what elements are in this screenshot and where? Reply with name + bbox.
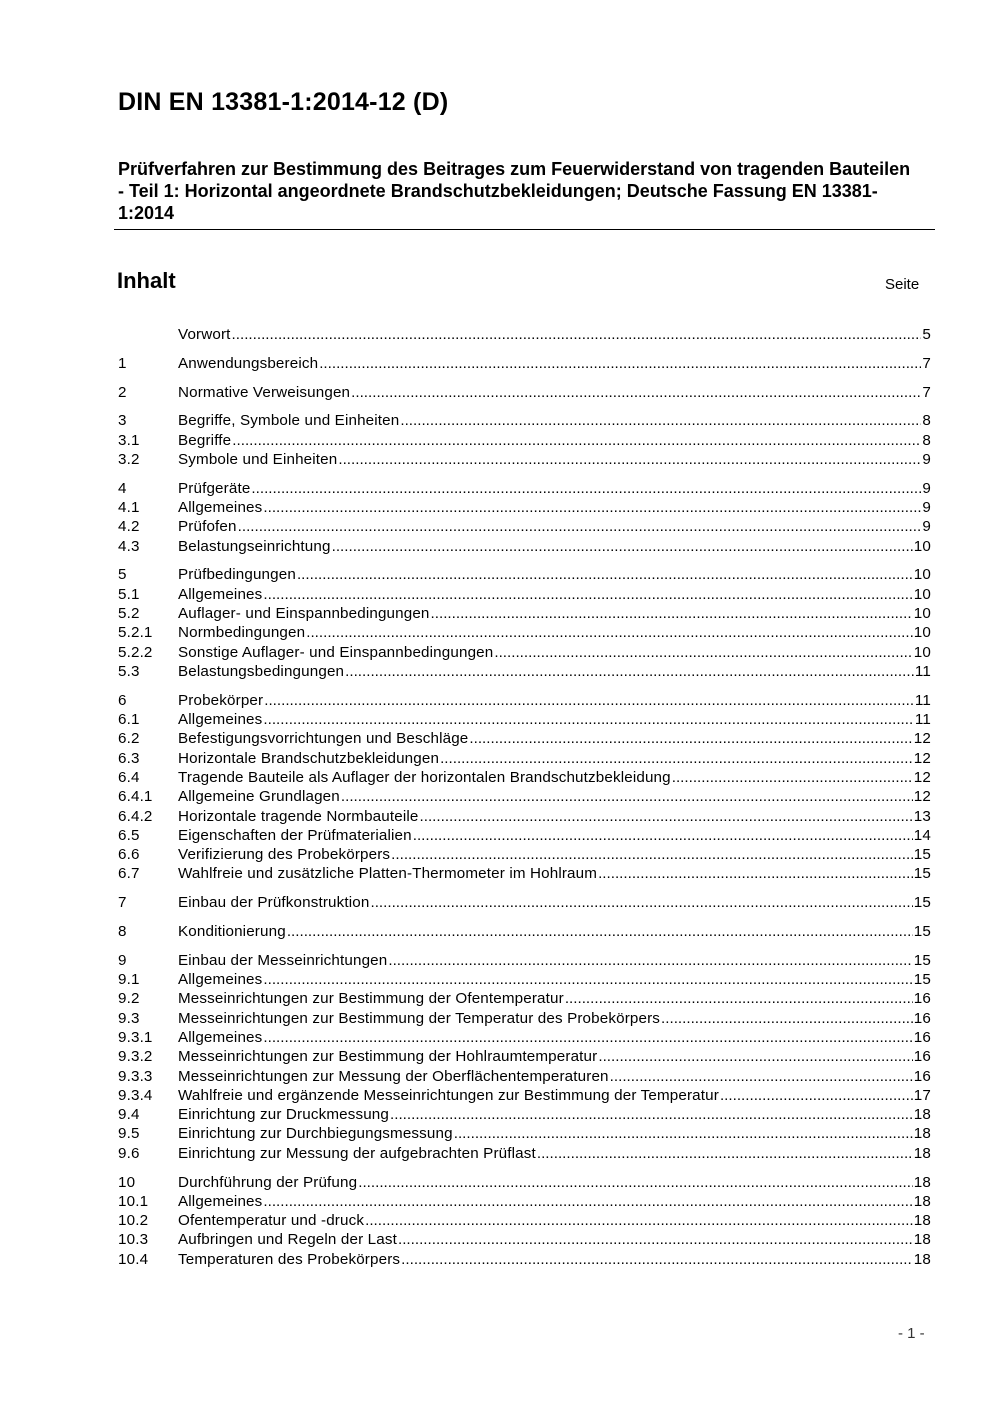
toc-dot-leader xyxy=(400,411,921,430)
toc-entry-title: Belastungsbedingungen xyxy=(178,662,345,680)
toc-entry-title: Messeinrichtungen zur Messung der Oberflächentemperaturen xyxy=(178,1067,609,1085)
toc-entry-number: 5 xyxy=(118,566,127,584)
toc-dot-leader xyxy=(440,749,913,768)
toc-entry-number: 9.4 xyxy=(118,1106,140,1124)
toc-entry-title: Vorwort xyxy=(178,326,231,343)
toc-dot-leader xyxy=(388,951,912,970)
toc-entry-number: 9.3 xyxy=(118,1009,140,1027)
toc-dot-leader xyxy=(391,845,913,864)
toc-dot-leader xyxy=(598,1047,912,1066)
toc-dot-leader xyxy=(537,1144,913,1163)
toc-entry-page: 9 xyxy=(922,499,931,517)
toc-entry-number: 6.3 xyxy=(118,749,140,767)
toc-entry-title: Temperaturen des Probekörpers xyxy=(178,1250,401,1268)
toc-entry-number: 10.4 xyxy=(118,1250,149,1268)
toc-dot-leader xyxy=(398,1230,913,1249)
toc-entry-title: Durchführung der Prüfung xyxy=(178,1173,358,1191)
page-number-footer: - 1 - xyxy=(898,1325,925,1342)
page-column-label: Seite xyxy=(885,276,920,293)
toc-entry-number: 6.4.2 xyxy=(118,807,153,825)
toc-entry-page: 15 xyxy=(913,923,931,941)
toc-entry[interactable] xyxy=(118,643,931,662)
toc-entry-page: 18 xyxy=(913,1212,931,1230)
toc-entry[interactable] xyxy=(118,565,931,584)
toc-dot-leader xyxy=(341,787,913,806)
toc-dot-leader xyxy=(454,1124,913,1143)
toc-entry-title: Normative Verweisungen xyxy=(178,383,351,401)
toc-entry-page: 16 xyxy=(913,1067,931,1085)
toc-entry[interactable] xyxy=(118,383,931,402)
toc-entry-title: Tragende Bauteile als Auflager der horizontalen Brandschutzbekleidung xyxy=(178,768,671,786)
toc-entry-number: 9.3.2 xyxy=(118,1048,153,1066)
toc-entry-page: 16 xyxy=(913,1009,931,1027)
toc-entry-number: 10.2 xyxy=(118,1212,149,1230)
toc-entry-number: 6.1 xyxy=(118,711,140,729)
toc-entry-page: 12 xyxy=(913,768,931,786)
toc-entry-number: 3.1 xyxy=(118,431,140,449)
toc-entry[interactable] xyxy=(118,864,931,883)
toc-entry-title: Belastungseinrichtung xyxy=(178,537,331,555)
toc-entry[interactable] xyxy=(118,710,931,729)
toc-dot-leader xyxy=(264,691,914,710)
toc-entry-page: 7 xyxy=(922,354,931,372)
toc-entry-number: 6.5 xyxy=(118,826,140,844)
toc-entry-number: 10 xyxy=(118,1173,136,1191)
toc-entry-page: 18 xyxy=(913,1125,931,1143)
toc-entry-page: 17 xyxy=(913,1086,931,1104)
toc-entry-page: 10 xyxy=(913,537,931,555)
toc-dot-leader xyxy=(306,623,913,642)
toc-entry-title: Prüfgeräte xyxy=(178,479,251,497)
toc-entry-title: Wahlfreie und zusätzliche Platten-Thermometer im Hohlraum xyxy=(178,865,598,883)
toc-entry-number: 9.3.3 xyxy=(118,1067,153,1085)
toc-entry-page: 18 xyxy=(913,1106,931,1124)
toc-entry-title: Allgemeines xyxy=(178,711,263,729)
toc-entry-page: 15 xyxy=(913,894,931,912)
toc-entry-page: 10 xyxy=(913,585,931,603)
toc-entry-title: Messeinrichtungen zur Bestimmung der Hohlraumtemperatur xyxy=(178,1048,598,1066)
toc-entry-title: Horizontale tragende Normbauteile xyxy=(178,807,419,825)
toc-entry-page: 18 xyxy=(913,1173,931,1191)
toc-entry-number: 6.2 xyxy=(118,730,140,748)
toc-entry-page: 12 xyxy=(913,749,931,767)
toc-dot-leader xyxy=(251,479,921,498)
toc-entry[interactable] xyxy=(118,1028,931,1047)
toc-entry-number: 9.3.4 xyxy=(118,1086,153,1104)
toc-entry-title: Prüfofen xyxy=(178,518,237,536)
toc-entry-title: Aufbringen und Regeln der Last xyxy=(178,1231,397,1249)
toc-entry[interactable] xyxy=(118,604,931,623)
toc-entry-title: Wahlfreie und ergänzende Messeinrichtungen zur Bestimmung der Temperatur xyxy=(178,1086,719,1104)
toc-dot-leader xyxy=(287,922,913,941)
toc-dot-leader xyxy=(263,1192,912,1211)
toc-entry-number: 4.1 xyxy=(118,499,140,517)
toc-dot-leader xyxy=(345,662,914,681)
toc-entry-page: 11 xyxy=(914,662,931,680)
toc-entry-title: Befestigungsvorrichtungen und Beschläge xyxy=(178,730,469,748)
toc-entry[interactable] xyxy=(118,1230,931,1249)
toc-entry[interactable] xyxy=(118,623,931,642)
toc-entry-title: Einrichtung zur Durchbiegungsmessung xyxy=(178,1125,453,1143)
toc-entry-title: Anwendungsbereich xyxy=(178,354,319,372)
toc-entry-page: 8 xyxy=(922,431,931,449)
toc-entry-title: Allgemeines xyxy=(178,499,263,517)
toc-entry-page: 18 xyxy=(913,1231,931,1249)
toc-entry-page: 10 xyxy=(913,566,931,584)
toc-entry-page: 8 xyxy=(922,412,931,430)
toc-entry-page: 12 xyxy=(913,788,931,806)
toc-entry-page: 18 xyxy=(913,1192,931,1210)
toc-entry[interactable] xyxy=(118,517,931,536)
toc-entry-number: 4 xyxy=(118,479,127,497)
toc-entry-number: 8 xyxy=(118,923,127,941)
toc-entry-number: 7 xyxy=(118,894,127,912)
toc-entry-page: 16 xyxy=(913,1048,931,1066)
toc-entry-page: 13 xyxy=(913,807,931,825)
toc-entry[interactable] xyxy=(118,354,931,373)
toc-dot-leader xyxy=(263,710,914,729)
toc-dot-leader xyxy=(232,431,921,450)
toc-entry-title: Einbau der Messeinrichtungen xyxy=(178,951,388,969)
toc-entry-page: 12 xyxy=(913,730,931,748)
toc-entry-number: 9.1 xyxy=(118,971,140,989)
toc-entry-page: 16 xyxy=(913,1029,931,1046)
toc-dot-leader xyxy=(263,498,921,517)
toc-entry[interactable] xyxy=(118,826,931,845)
toc-entry-page: 15 xyxy=(913,971,931,989)
toc-dot-leader xyxy=(565,989,913,1008)
toc-entry-number: 9.3.1 xyxy=(118,1029,153,1046)
toc-dot-leader xyxy=(338,450,921,469)
toc-dot-leader xyxy=(263,970,912,989)
toc-entry-page: 15 xyxy=(913,951,931,969)
toc-entry-title: Eigenschaften der Prüfmaterialien xyxy=(178,826,412,844)
toc-entry[interactable] xyxy=(118,1047,931,1066)
toc-entry-title: Konditionierung xyxy=(178,923,286,941)
toc-entry[interactable] xyxy=(118,893,931,912)
toc-dot-leader xyxy=(420,807,913,826)
toc-entry-number: 3.2 xyxy=(118,450,140,468)
toc-entry[interactable] xyxy=(118,1211,931,1230)
toc-entry-page: 9 xyxy=(922,479,931,497)
toc-entry[interactable] xyxy=(118,411,931,430)
toc-entry-number: 6.4 xyxy=(118,768,140,786)
toc-dot-leader xyxy=(263,1028,912,1047)
toc-entry-page: 7 xyxy=(922,383,931,401)
toc-entry-number: 5.2.2 xyxy=(118,643,153,661)
toc-entry[interactable] xyxy=(118,450,931,469)
toc-entry[interactable] xyxy=(118,662,931,681)
toc-entry-title: Begriffe, Symbole und Einheiten xyxy=(178,412,400,430)
toc-entry-page: 11 xyxy=(914,691,931,709)
toc-entry[interactable] xyxy=(118,1009,931,1028)
toc-entry[interactable] xyxy=(118,1067,931,1086)
toc-dot-leader xyxy=(401,1250,913,1269)
document-title: Prüfverfahren zur Bestimmung des Beitrages zum Feuerwiderstand von tragenden Bauteilen - Teil 1: Horizontal angeordnete Brandschutzbekleidungen; Deutsche Fassung EN 13381-1:2014 xyxy=(118,159,911,223)
toc-entry-title: Probekörper xyxy=(178,691,264,709)
toc-dot-leader xyxy=(390,1105,913,1124)
toc-entry[interactable] xyxy=(118,479,931,498)
toc-entry-number: 5.1 xyxy=(118,585,140,603)
toc-entry[interactable] xyxy=(118,1144,931,1163)
toc-dot-leader xyxy=(263,585,912,604)
toc-entry[interactable] xyxy=(118,1192,931,1211)
toc-entry[interactable] xyxy=(118,1086,931,1105)
toc-entry[interactable] xyxy=(118,585,931,604)
toc-entry-page: 18 xyxy=(913,1250,931,1268)
toc-entry-title: Einrichtung zur Druckmessung xyxy=(178,1106,390,1124)
toc-entry-title: Verifizierung des Probekörpers xyxy=(178,846,391,864)
toc-entry-title: Horizontale Brandschutzbekleidungen xyxy=(178,749,440,767)
toc-entry-title: Einbau der Prüfkonstruktion xyxy=(178,894,370,912)
toc-entry-number: 5.2.1 xyxy=(118,624,153,642)
toc-dot-leader xyxy=(365,1211,913,1230)
toc-entry-title: Begriffe xyxy=(178,431,232,449)
toc-dot-leader xyxy=(431,604,913,623)
toc-entry[interactable] xyxy=(118,951,931,970)
toc-entry[interactable] xyxy=(118,537,931,556)
toc-entry[interactable] xyxy=(118,691,931,710)
toc-entry-title: Allgemeines xyxy=(178,1192,263,1210)
toc-entry-title: Auflager- und Einspannbedingungen xyxy=(178,605,430,623)
toc-entry-page: 9 xyxy=(922,518,931,536)
toc-entry-title: Messeinrichtungen zur Bestimmung der Ofentemperatur xyxy=(178,990,564,1008)
toc-dot-leader xyxy=(469,729,912,748)
toc-entry[interactable] xyxy=(118,970,931,989)
toc-entry-page: 10 xyxy=(913,624,931,642)
toc-entry[interactable] xyxy=(118,431,931,450)
toc-dot-leader xyxy=(232,325,922,344)
toc-entry[interactable] xyxy=(118,325,931,344)
toc-entry-title: Normbedingungen xyxy=(178,624,306,642)
toc-entry-page: 10 xyxy=(913,643,931,661)
document-number: DIN EN 13381-1:2014-12 (D) xyxy=(118,88,449,116)
toc-entry-title: Sonstige Auflager- und Einspannbedingungen xyxy=(178,643,494,661)
toc-dot-leader xyxy=(413,826,913,845)
toc-dot-leader xyxy=(672,768,913,787)
toc-entry[interactable] xyxy=(118,989,931,1008)
toc-entry-page: 14 xyxy=(913,826,931,844)
toc-entry-number: 5.2 xyxy=(118,605,140,623)
toc-entry[interactable] xyxy=(118,787,931,806)
toc-entry-number: 9.2 xyxy=(118,990,140,1008)
toc-entry-number: 4.2 xyxy=(118,518,140,536)
toc-entry-number: 2 xyxy=(118,383,127,401)
toc-dot-leader xyxy=(610,1067,913,1086)
toc-entry-title: Allgemeines xyxy=(178,585,263,603)
toc-entry[interactable] xyxy=(118,1173,931,1192)
toc-entry-number: 10.1 xyxy=(118,1192,149,1210)
toc-dot-leader xyxy=(319,354,921,373)
toc-dot-leader xyxy=(332,537,913,556)
toc-entry-number: 5.3 xyxy=(118,662,140,680)
toc-dot-leader xyxy=(238,517,922,536)
toc-dot-leader xyxy=(370,893,912,912)
toc-entry-title: Allgemeines xyxy=(178,971,263,989)
toc-entry-number: 1 xyxy=(118,354,127,372)
toc-entry-number: 6.4.1 xyxy=(118,788,153,806)
toc-entry[interactable] xyxy=(118,1105,931,1124)
toc-entry-page: 5 xyxy=(922,326,931,343)
toc-entry-number: 9.6 xyxy=(118,1144,140,1162)
toc-dot-leader xyxy=(358,1173,913,1192)
toc-entry-page: 16 xyxy=(913,990,931,1008)
toc-entry-title: Allgemeine Grundlagen xyxy=(178,788,340,806)
toc-entry[interactable] xyxy=(118,768,931,787)
toc-entry[interactable] xyxy=(118,498,931,517)
toc-entry-title: Ofentemperatur und -druck xyxy=(178,1212,365,1230)
toc-entry[interactable] xyxy=(118,922,931,941)
toc-entry[interactable] xyxy=(118,845,931,864)
toc-entry-number: 3 xyxy=(118,412,127,430)
toc-entry-number: 9 xyxy=(118,951,127,969)
table-of-contents xyxy=(118,325,931,1269)
toc-dot-leader xyxy=(297,565,913,584)
toc-dot-leader xyxy=(494,643,912,662)
toc-entry-title: Allgemeines xyxy=(178,1029,263,1046)
toc-heading: Inhalt xyxy=(117,268,176,293)
toc-entry-number: 10.3 xyxy=(118,1231,149,1249)
toc-entry-title: Einrichtung zur Messung der aufgebrachten Prüflast xyxy=(178,1144,536,1162)
toc-entry[interactable] xyxy=(118,807,931,826)
toc-entry[interactable] xyxy=(118,1124,931,1143)
toc-entry-number: 6.7 xyxy=(118,865,140,883)
toc-entry-page: 9 xyxy=(922,450,931,468)
toc-entry-page: 15 xyxy=(913,865,931,883)
toc-entry-title: Symbole und Einheiten xyxy=(178,450,338,468)
toc-dot-leader xyxy=(351,383,921,402)
toc-entry[interactable] xyxy=(118,749,931,768)
title-divider xyxy=(114,229,935,230)
toc-entry-title: Messeinrichtungen zur Bestimmung der Temperatur des Probekörpers xyxy=(178,1009,661,1027)
toc-entry-page: 18 xyxy=(913,1144,931,1162)
toc-dot-leader xyxy=(720,1086,913,1105)
toc-entry-title: Prüfbedingungen xyxy=(178,566,296,584)
toc-dot-leader xyxy=(661,1009,913,1028)
toc-dot-leader xyxy=(598,864,913,883)
toc-entry-number: 4.3 xyxy=(118,537,140,555)
toc-entry-page: 11 xyxy=(914,711,931,729)
toc-entry[interactable] xyxy=(118,729,931,748)
toc-entry-number: 6.6 xyxy=(118,846,140,864)
toc-entry-page: 10 xyxy=(913,605,931,623)
toc-entry-page: 15 xyxy=(913,846,931,864)
toc-entry-number: 6 xyxy=(118,691,127,709)
toc-entry-number: 9.5 xyxy=(118,1125,140,1143)
toc-entry[interactable] xyxy=(118,1250,931,1269)
